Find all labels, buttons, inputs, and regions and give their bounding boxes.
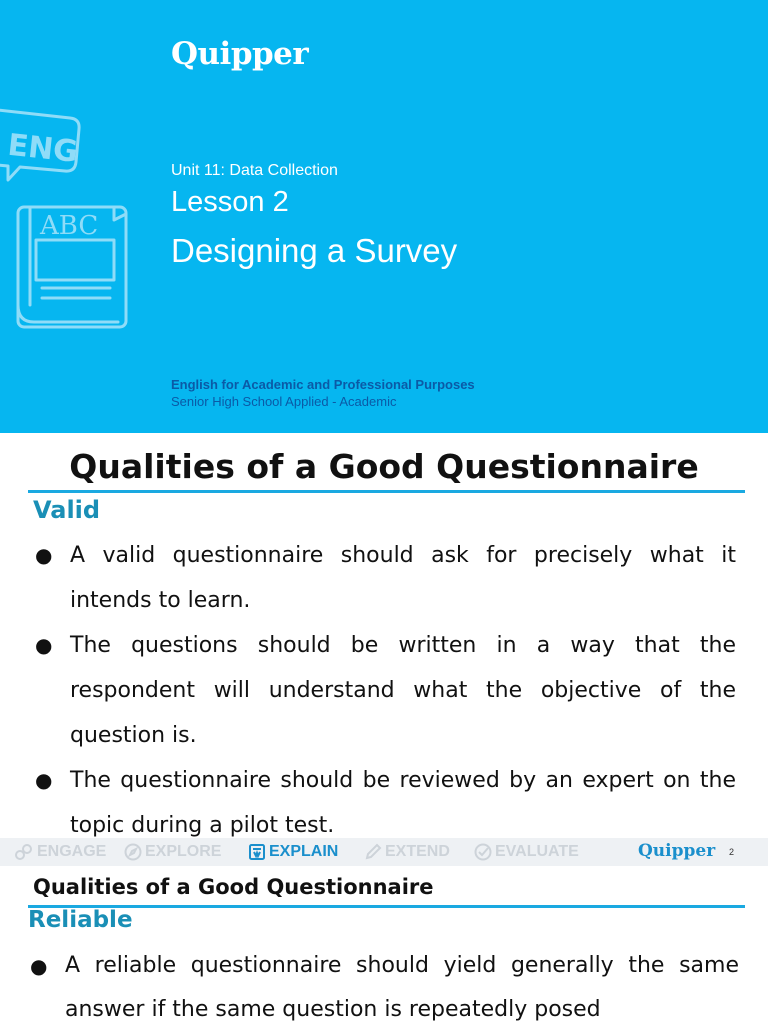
section-heading: Reliable [28,907,133,933]
slide-valid [0,433,768,838]
cover-slide [0,0,768,433]
slide-title: Qualities of a Good Questionnaire [33,875,434,899]
pencil-icon [364,843,382,861]
nav-item-evaluate[interactable] [474,843,579,861]
course-name: English for Academic and Professional Purposes [171,377,475,392]
eng-badge-text: ENG [5,127,80,170]
quipper-logo: Quipper [638,841,716,861]
bullet-list [33,533,736,848]
bullet-icon: ● [35,768,53,792]
list-item [33,758,736,848]
compass-icon [124,843,142,861]
list-item [33,533,736,623]
slide-title: Qualities of a Good Questionnaire [69,447,699,486]
nav-item-explore[interactable] [124,843,221,861]
nav-item-explain[interactable] [248,843,338,861]
list-item-text: A valid questionnaire should ask for precisely what it intends to learn. [70,543,736,613]
slide-reliable [0,866,768,1024]
course-level: Senior High School Applied - Academic [171,394,397,409]
nav-label: ENGAGE [37,843,107,860]
page-number: 2 [729,847,735,857]
lesson-title: Designing a Survey [171,232,458,269]
abc-book-text: ABC [40,211,99,241]
nav-item-engage[interactable] [14,843,106,861]
nav-label: EXTEND [385,843,450,860]
nav-label: EXPLAIN [269,843,339,860]
bullet-icon: ● [30,954,48,978]
quipper-logo: Quipper [171,36,309,72]
eng-book-illustration-icon [0,100,140,335]
list-item-text: The questions should be written in a way that the respondent will understand what the objective of the question is. [70,633,736,748]
nav-label: EXPLORE [145,843,222,860]
unit-label: Unit 11: Data Collection [171,162,338,179]
nav-label: EVALUATE [495,843,579,860]
list-item [33,623,736,758]
check-circle-icon [474,843,492,861]
section-heading: Valid [33,496,101,524]
gears-icon [14,843,34,861]
list-item-text: The questionnaire should be reviewed by an expert on the topic during a pilot test. [70,768,736,838]
bullet-icon: ● [35,633,53,657]
lesson-label: Lesson 2 [171,186,289,218]
book-icon [248,843,266,861]
title-divider [28,905,745,908]
list-item [28,944,739,1024]
list-item-text: A reliable questionnaire should yield generally the same answer if the same question is repeatedly posed [65,953,739,1022]
lesson-stage-nav [0,838,768,866]
bullet-list [28,944,739,1024]
title-divider [28,490,745,493]
bullet-icon: ● [35,543,53,567]
nav-item-extend[interactable] [364,843,450,861]
